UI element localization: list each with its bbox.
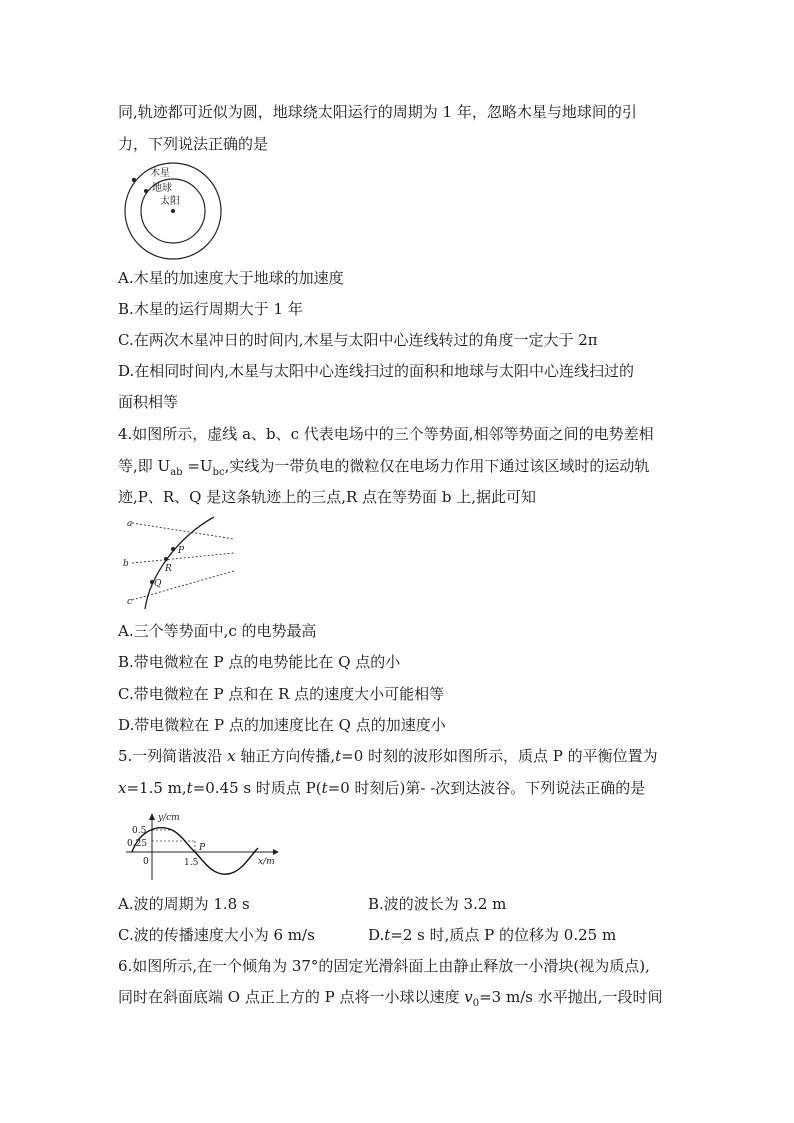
q4-stem-line1: 4.如图所示，虚线 a、b、c 代表电场中的三个等势面,相邻等势面之间的电势差相 xyxy=(118,425,654,443)
sun-label: 太阳 xyxy=(160,196,180,207)
q5-stem-line2: x=1.5 m,t=0.45 s 时质点 P(t=0 时刻后)第- -次到达波谷。下列说法正确的是 xyxy=(118,779,646,797)
earth-dot xyxy=(144,189,148,193)
q4-option-c: C.带电微粒在 P 点和在 R 点的速度大小可能相等 xyxy=(118,685,445,703)
tick-origin: 0 xyxy=(143,857,149,867)
x-axis-arrow xyxy=(273,849,279,855)
point-r-dot xyxy=(164,557,168,561)
q5-option-a: A.波的周期为 1.8 s xyxy=(118,895,250,913)
sun-dot xyxy=(171,209,175,213)
q4-stem-line3: 迹,P、R、Q 是这条轨迹上的三点,R 点在等势面 b 上,据此可知 xyxy=(118,488,536,506)
q4-stem-line2: 等,即 $U_{ab} =U_{bc}$,实线为一带负电的微粒仅在电场力作用下通过该区域时的运动轨 xyxy=(118,457,650,478)
label-r: R xyxy=(165,564,172,574)
q3-option-d-line1: D.在相同时间内,木星与太阳中心连线扫过的面积和地球与太阳中心连线扫过的 xyxy=(118,362,635,380)
point-p-label: P xyxy=(199,843,206,853)
label-c: c xyxy=(127,597,133,607)
orbit-figure xyxy=(118,160,228,260)
tick-05: 0.5 xyxy=(132,826,147,836)
earth-label: 地球 xyxy=(152,183,172,194)
q3-option-b: B.木星的运行周期大于 1 年 xyxy=(118,300,303,318)
tick-15: 1.5 xyxy=(184,858,199,868)
q6-stem-line2: 同时在斜面底端 O 点正上方的 P 点将一小球以速度 $v_0=3$ m/s 水平抛出,一段时间 xyxy=(118,988,663,1009)
label-a: a xyxy=(127,519,133,529)
label-q: Q xyxy=(154,579,162,589)
wave-figure xyxy=(118,810,280,882)
q5-option-c: C.波的传播速度大小为 6 m/s xyxy=(118,926,315,944)
q4-option-b: B.带电微粒在 P 点的电势能比在 Q 点的小 xyxy=(118,653,401,671)
q3-intro-line2: 力，下列说法正确的是 xyxy=(118,135,269,153)
equipotential-c xyxy=(132,571,234,600)
label-b: b xyxy=(123,559,129,569)
q6-stem-line1: 6.如图所示,在一个倾角为 37°的固定光滑斜面上由静止释放一小滑块(视为质点), xyxy=(118,957,650,975)
q5-option-b: B.波的波长为 3.2 m xyxy=(368,895,507,913)
tick-025: 0.25 xyxy=(127,839,148,849)
jupiter-label: 木星 xyxy=(150,168,170,179)
y-axis-arrow xyxy=(149,813,155,820)
q4-option-d: D.带电微粒在 P 点的加速度比在 Q 点的加速度小 xyxy=(118,716,446,734)
jupiter-dot xyxy=(132,178,136,182)
q5-option-d: D.t=2 s 时,质点 P 的位移为 0.25 m xyxy=(368,926,617,944)
x-axis-label: x/m xyxy=(258,857,275,867)
q3-option-c: C.在两次木星冲日的时间内,木星与太阳中心连线转过的角度一定大于 2π xyxy=(118,331,598,349)
y-axis-label: y/cm xyxy=(158,813,180,823)
equipotential-figure xyxy=(118,515,243,610)
equipotential-a xyxy=(132,523,234,539)
q5-stem-line1: 5.一列简谐波沿 x 轴正方向传播,t=0 时刻的波形如图所示，质点 P 的平衡位置为 xyxy=(118,747,658,765)
point-p-dot xyxy=(171,547,175,551)
q3-option-a: A.木星的加速度大于地球的加速度 xyxy=(118,269,344,287)
q4-option-a: A.三个等势面中,c 的电势最高 xyxy=(118,622,317,640)
q3-intro-line1: 同,轨迹都可近似为圆，地球绕太阳运行的周期为 1 年，忽略木星与地球间的引 xyxy=(118,103,637,121)
label-p: P xyxy=(178,546,185,556)
q3-option-d-line2: 面积相等 xyxy=(118,393,179,411)
